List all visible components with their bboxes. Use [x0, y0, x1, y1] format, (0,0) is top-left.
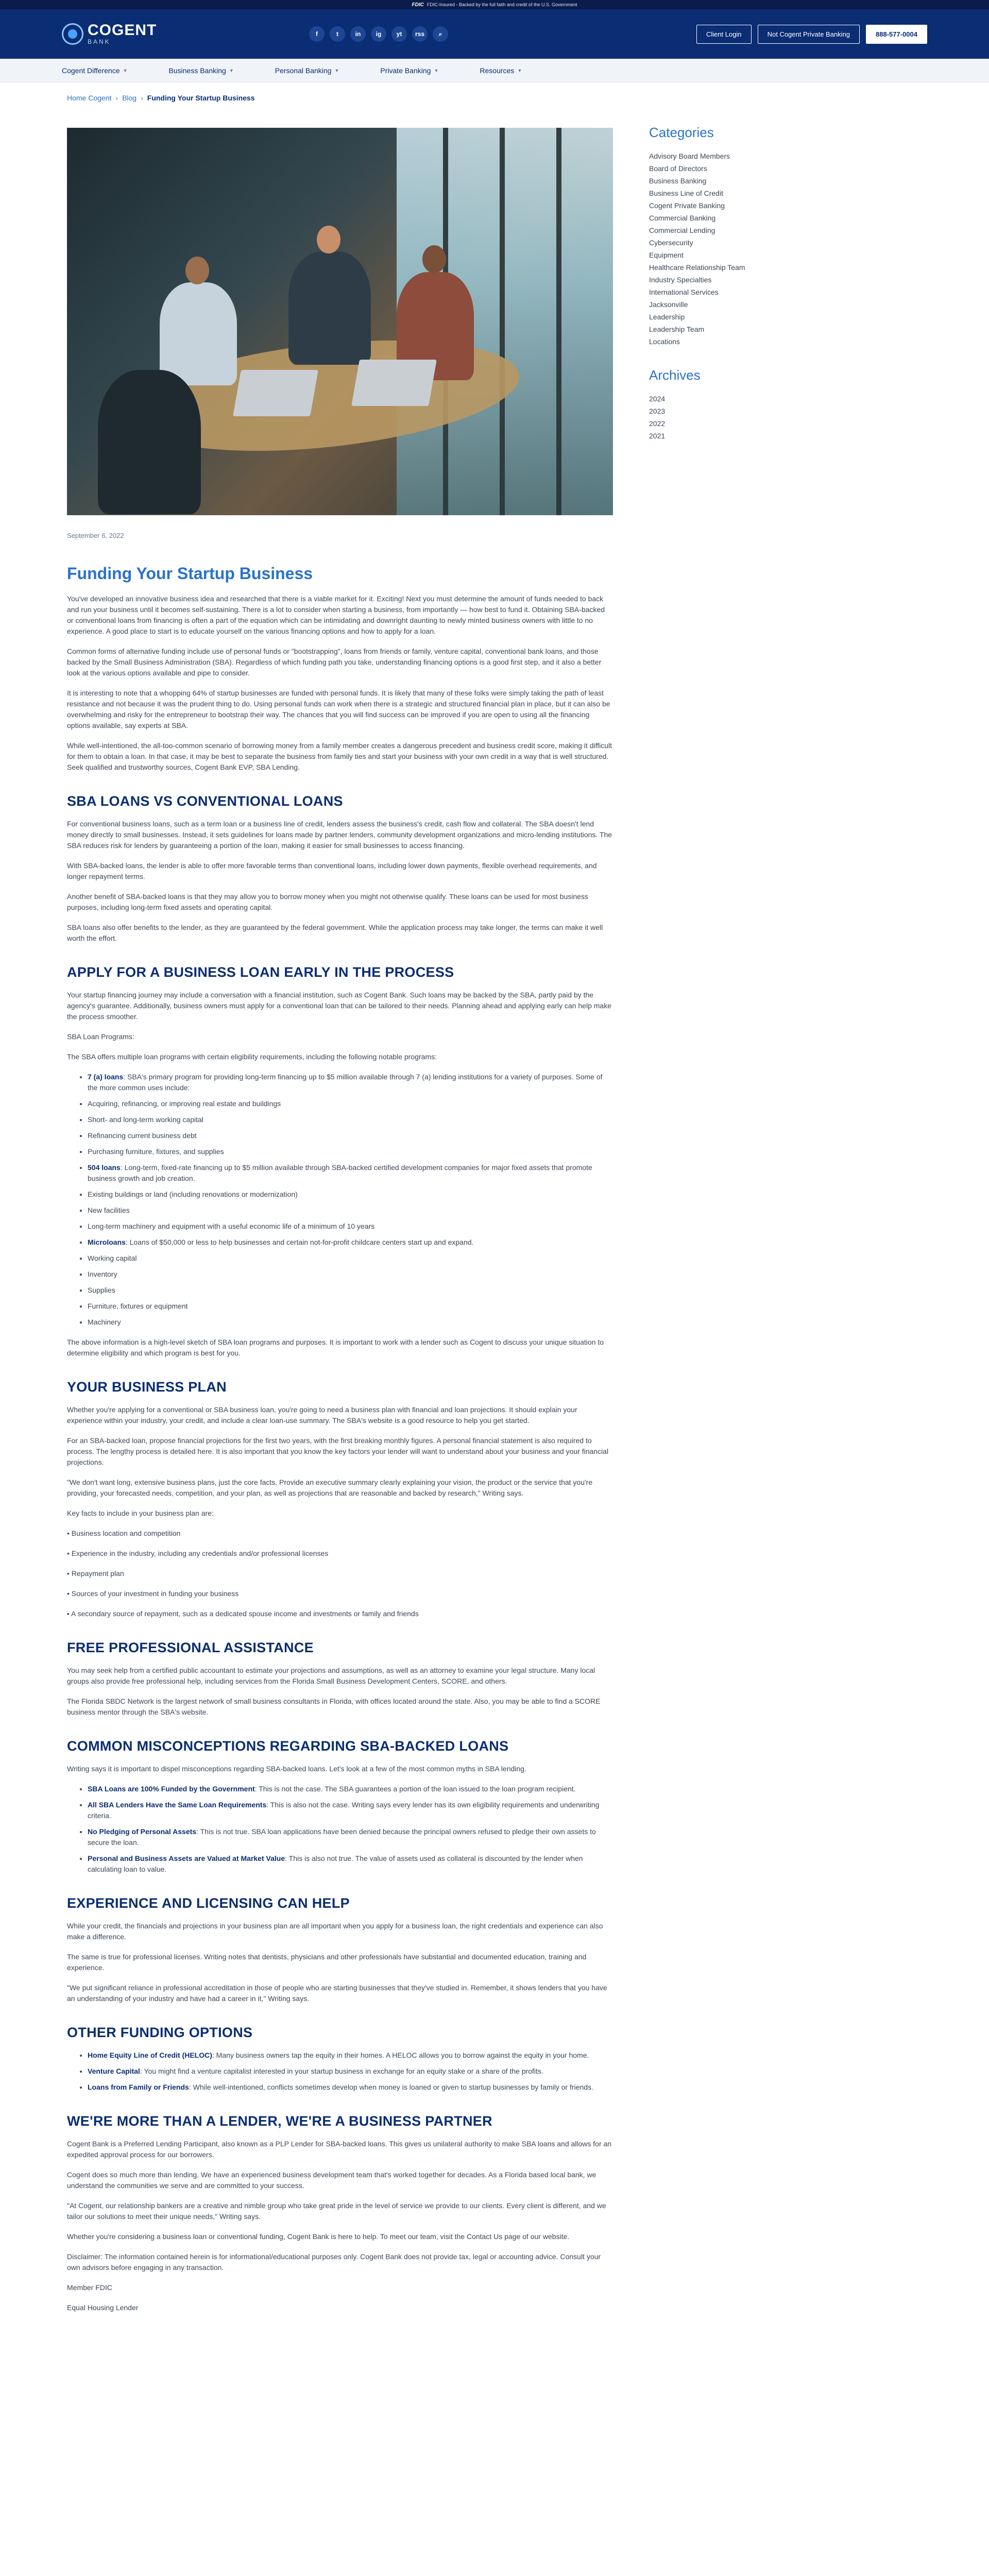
section-paragraph: • Experience in the industry, including any credentials and/or professional licenses	[67, 1549, 329, 1557]
list-item-label: 7 (a) loans	[88, 1073, 124, 1081]
list-item-text: While well-intentioned, conflicts sometimes develop when money is loaned or given to startup businesses by family or friends.	[193, 2083, 593, 2091]
list-item: • SBA Loans are 100% Funded by the Government: This is not the case. The SBA guarantees a portion of the loan issued to the loan program recipient.	[88, 1784, 613, 1794]
fdic-band	[0, 0, 989, 9]
category-link[interactable]: Locations	[649, 337, 680, 346]
list-item-text: Long-term machinery and equipment with a useful economic life of a minimum of 10 years	[88, 1222, 375, 1230]
facebook-icon[interactable]: f	[309, 26, 325, 42]
list-item-label: Loans from Family or Friends	[88, 2083, 189, 2091]
list-item-label: No Pledging of Personal Assets	[88, 1827, 197, 1836]
list-item-text: This is also not true. The value of assets used as collateral is discounted by the lender when calculating loan to value.	[88, 1854, 583, 1873]
section-heading: FREE PROFESSIONAL ASSISTANCE	[67, 1640, 314, 1655]
section-heading: APPLY FOR A BUSINESS LOAN EARLY IN THE PROCESS	[67, 964, 454, 980]
nav-item-label: Private Banking	[380, 66, 431, 75]
categories-title: Categories	[649, 125, 714, 140]
list-item-label: SBA Loans are 100% Funded by the Government	[88, 1785, 255, 1793]
article-section	[67, 1640, 613, 1718]
chevron-down-icon: ▼	[517, 67, 522, 73]
section-paragraph: Member FDIC	[67, 2283, 112, 2292]
article-section	[67, 1895, 613, 2004]
nav-item-label: Resources	[480, 66, 515, 75]
article-section	[67, 964, 613, 1359]
nav-item-label: Cogent Difference	[62, 66, 120, 75]
categories-list	[649, 150, 922, 348]
post-intro	[67, 594, 613, 773]
nav-item-label: Business Banking	[168, 66, 226, 75]
nav-item-label: Personal Banking	[275, 66, 332, 75]
list-item	[88, 1205, 613, 1216]
list-item	[88, 1221, 613, 1232]
list-item-text: Purchasing furniture, fixtures, and supplies	[88, 1147, 224, 1156]
logo-mark-icon	[62, 23, 83, 45]
category-link[interactable]: Business Banking	[649, 177, 707, 185]
nav-item-resources[interactable]	[480, 66, 522, 75]
section-paragraph: SBA loans also offer benefits to the lender, as they are guaranteed by the federal government. While the application process may take longer, the terms can make it well worth the effort.	[67, 923, 603, 942]
list-item-label: 504 loans	[88, 1163, 121, 1172]
section-paragraph: Key facts to include in your business plan are:	[67, 1509, 214, 1517]
logo-line1: COGENT	[88, 22, 157, 39]
list-item-text: New facilities	[88, 1206, 130, 1214]
intro-paragraph: You've developed an innovative business idea and researched that there is a viable market for it. Exciting! Next you must determine the amount of funds needed to back and run your business until it becomes self-sustaining. There is a lot to consider when starting a business, from importantly — how best to fund it. Obtaining SBA-backed or conventional loans from financing is often a part of the equation which can be intimidating and downright daunting to newly minted business owners with little to no experience. A good place to start is to educate yourself on the various financing options and how to apply for a loan.	[67, 595, 605, 635]
section-list	[67, 1784, 613, 1875]
list-item-text: Many business owners tap the equity in their homes. A HELOC allows you to borrow against the equity in your home.	[216, 2051, 589, 2059]
section-paragraph: For conventional business loans, such as a term loan or a business line of credit, lenders assess the business's credit, cash flow and collateral. The SBA doesn't lend money directly to small businesses. Instead, it sets guidelines for loans made by partner lenders, community development organizations and micro-lending institutions. The SBA reduces risk for lenders by guaranteeing a portion of the loan, making it easier for small businesses to access financing.	[67, 820, 612, 850]
breadcrumb-blog[interactable]: Blog	[122, 94, 137, 102]
youtube-icon[interactable]: yt	[391, 26, 407, 42]
breadcrumb-separator: ›	[115, 94, 118, 102]
post-sections	[67, 793, 613, 2313]
list-item-text: This is also not the case. Writing says every lender has its own eligibility requirements and underwriting criteria.	[88, 1801, 600, 1820]
nav-item-business-banking[interactable]	[169, 66, 234, 75]
category-link[interactable]: Business Line of Credit	[649, 189, 723, 197]
fdic-logo: FDIC	[412, 2, 424, 8]
nav-item-personal-banking[interactable]	[275, 66, 339, 75]
archive-link[interactable]: 2022	[649, 419, 666, 428]
list-item-text: This is not the case. The SBA guarantees a portion of the loan issued to the loan program recipient.	[259, 1785, 576, 1793]
list-item-label: Venture Capital	[88, 2067, 140, 2075]
list-item-text: Machinery	[88, 1318, 121, 1326]
list-item-text: You might find a venture capitalist interested in your startup business in exchange for an equity stake or a share of the profits.	[144, 2067, 543, 2075]
section-paragraph: The SBA offers multiple loan programs with certain eligibility requirements, including the following notable programs:	[67, 1053, 437, 1061]
chevron-down-icon: ▼	[334, 67, 339, 73]
section-heading: EXPERIENCE AND LICENSING CAN HELP	[67, 1895, 350, 1911]
list-item	[88, 1301, 613, 1312]
intro-paragraph: While well-intentioned, the all-too-common scenario of borrowing money from a family member creates a dangerous precedent and business credit score, making it difficult for them to obtain a loan. In that case, it may be best to separate the business from family ties and start your business with your own credit in a way that is well structured. Seek qualified and trustworthy sources, Cogent Bank EVP, SBA Lending.	[67, 741, 612, 771]
main-nav	[0, 59, 989, 82]
section-paragraph: • Repayment plan	[67, 1569, 124, 1578]
list-item-text: Working capital	[88, 1254, 137, 1262]
list-item	[88, 1130, 613, 1141]
section-closing: The above information is a high-level sketch of SBA loan programs and purposes. It is important to work with a lender such as Cogent to discuss your unique situation to determine eligibility and which program is best for you.	[67, 1338, 604, 1357]
list-item-text: This is not true. SBA loan applications have been denied because the principal owners refused to pledge their own assets to secure the loan.	[88, 1827, 596, 1846]
category-link[interactable]: Industry Specialties	[649, 276, 712, 284]
section-paragraph: Whether you're considering a business loan or conventional funding, Cogent Bank is here to help. To meet our team, visit the Contact Us page of our website.	[67, 2232, 570, 2241]
list-item: • 504 loans: Long-term, fixed-rate financing up to $5 million available through SBA-backed certified development companies for major fixed assets that promote business growth and job creation.	[88, 1162, 613, 1184]
section-paragraph: For an SBA-backed loan, propose financial projections for the first two years, with the first breaking monthly figures. A personal financial statement is also required to process. The lengthy process is detailed here. It is also important that you know the key factors your lender will want to understand about your business and your financial projections.	[67, 1436, 609, 1466]
post-date: September 6, 2022	[67, 532, 124, 539]
search-icon[interactable]: ⌕	[433, 26, 448, 42]
chevron-down-icon: ▼	[123, 67, 128, 73]
header-social-links	[309, 26, 448, 42]
list-item	[88, 1317, 613, 1328]
section-paragraph: You may seek help from a certified public accountant to estimate your projections and assumptions, as well as an attorney to examine your legal structure. Many local groups also provide free professional help, including services from the Florida Small Business Development Centers, SCORE, and others.	[67, 1666, 595, 1685]
section-paragraph: Writing says it is important to dispel misconceptions regarding SBA-backed loans. Let's look at a few of the most common myths in SBA lending.	[67, 1765, 526, 1773]
category-link[interactable]: Cogent Private Banking	[649, 201, 725, 210]
logo-line2: BANK	[88, 38, 111, 45]
post-title: Funding Your Startup Business	[67, 564, 313, 583]
section-list	[67, 1072, 613, 1328]
intro-paragraph: Common forms of alternative funding include use of personal funds or "bootstrapping", loans from friends or family, venture capital, conventional bank loans, and those backed by the Small Business Administration (SBA). Regardless of which funding path you take, understanding financing options is a good first step, and it also a better look at the various options available and pipe to consider.	[67, 647, 602, 677]
list-item	[88, 1114, 613, 1125]
category-link[interactable]: Jacksonville	[649, 300, 688, 309]
article-section	[67, 2113, 613, 2313]
section-paragraph: • Business location and competition	[67, 1529, 181, 1537]
article-section	[67, 2025, 613, 2093]
list-item-text: Furniture, fixtures or equipment	[88, 1302, 188, 1310]
list-item-label: All SBA Lenders Have the Same Loan Requirements	[88, 1801, 267, 1809]
section-paragraph: Cogent Bank is a Preferred Lending Participant, also known as a PLP Lender for SBA-backed loans. This gives us unilateral authority to make SBA loans and allows for an expedited approval process for our borrowers.	[67, 2140, 612, 2159]
category-link[interactable]: Commercial Banking	[649, 214, 716, 222]
chevron-down-icon: ▼	[434, 67, 439, 73]
section-paragraph: The same is true for professional licenses. Writing notes that dentists, physicians and other professionals have substantial and documented education, training and experience.	[67, 1953, 587, 1972]
category-link[interactable]: Commercial Lending	[649, 226, 715, 234]
list-item: • Personal and Business Assets are Valued at Market Value: This is also not true. The value of assets used as collateral is discounted by the lender when calculating loan to value.	[88, 1853, 613, 1875]
list-item: • Venture Capital: You might find a venture capitalist interested in your startup business in exchange for an equity stake or a share of the profits.	[88, 2066, 613, 2077]
category-link[interactable]: Healthcare Relationship Team	[649, 263, 745, 272]
list-item-text: Supplies	[88, 1286, 115, 1294]
intro-paragraph: It is interesting to note that a whopping 64% of startup businesses are funded with personal funds. It is likely that many of these folks were simply taking the path of least resistance and not because it was the prudent thing to do. Using personal funds can work when there is a strategic and structured financial plan in place, but it can also be overwhelming and risky for the entrepreneur to bootstrap their way. The chances that you will find success can be improved if you are open to using all the financing options available, say experts at SBA.	[67, 689, 610, 730]
section-heading: OTHER FUNDING OPTIONS	[67, 2025, 253, 2040]
list-item-text: Short- and long-term working capital	[88, 1115, 203, 1124]
section-heading: COMMON MISCONCEPTIONS REGARDING SBA-BACKED LOANS	[67, 1738, 509, 1754]
breadcrumb	[67, 94, 613, 102]
category-link[interactable]: Equipment	[649, 251, 684, 259]
category-link[interactable]: Leadership Team	[649, 325, 705, 333]
list-item-text: Inventory	[88, 1270, 117, 1278]
section-paragraph: Another benefit of SBA-backed loans is that they may allow you to borrow money when you might not otherwise qualify. These loans can be used for most business purposes, including long-term fixed assets and operating capital.	[67, 892, 588, 911]
archive-link[interactable]: 2024	[649, 395, 666, 403]
article-section	[67, 1738, 613, 1875]
section-paragraph: "We put significant reliance in professional accreditation in those of people who are starting businesses that they've studied in. Remember, it shows lenders that you have an understanding of your industry and have had a career in it," Writing says.	[67, 1984, 607, 2003]
list-item	[88, 1146, 613, 1157]
archive-link[interactable]: 2021	[649, 432, 666, 440]
list-item: • No Pledging of Personal Assets: This is not true. SBA loan applications have been denied because the principal owners refused to pledge their own assets to secure the loan.	[88, 1826, 613, 1848]
section-heading: WE'RE MORE THAN A LENDER, WE'RE A BUSINESS PARTNER	[67, 2113, 492, 2129]
list-item: • Microloans: Loans of $50,000 or less to help businesses and certain not-for-profit childcare centers start up and expand.	[88, 1237, 613, 1248]
chevron-down-icon: ▼	[229, 67, 234, 73]
category-link[interactable]: Cybersecurity	[649, 239, 693, 247]
section-list	[67, 2050, 613, 2093]
section-paragraph: Cogent does so much more than lending. We have an experienced business development team that's worked together for decades. As a Florida based local bank, we understand the communities we serve and are committed to your success.	[67, 2171, 596, 2190]
site-logo[interactable]	[62, 23, 294, 45]
list-item: • All SBA Lenders Have the Same Loan Requirements: This is also not the case. Writing says every lender has its own eligibility requirements and underwriting criteria.	[88, 1800, 613, 1821]
client-login-button[interactable]: Client Login	[696, 25, 752, 44]
nav-item-cogent-difference[interactable]	[62, 66, 128, 75]
list-item-label: Microloans	[88, 1238, 126, 1246]
list-item-text: Existing buildings or land (including renovations or modernization)	[88, 1190, 298, 1198]
list-item-text: Long-term, fixed-rate financing up to $5 million available through SBA-backed certified development companies for major fixed assets that promote business growth and job creation.	[88, 1163, 592, 1182]
section-paragraph: Your startup financing journey may include a conversation with a financial institution, such as Cogent Bank. Such loans may be backed by the SBA, partly paid by the agency's guarantee. Additionally, business owners must apply for a conventional loan that can be tailored to their needs. Planning ahead and applying early can help make the process smoother.	[67, 991, 611, 1021]
list-item: • Home Equity Line of Credit (HELOC): Many business owners tap the equity in their homes. A HELOC allows you to borrow against the equity in your home.	[88, 2050, 613, 2061]
breadcrumb-separator: ›	[141, 94, 143, 102]
category-link[interactable]: Board of Directors	[649, 164, 707, 173]
linkedin-icon[interactable]: in	[350, 26, 366, 42]
list-item-text: Acquiring, refinancing, or improving real estate and buildings	[88, 1099, 281, 1108]
category-link[interactable]: Advisory Board Members	[649, 152, 730, 160]
section-heading: SBA LOANS VS CONVENTIONAL LOANS	[67, 793, 343, 809]
instagram-icon[interactable]: ig	[371, 26, 386, 42]
list-item-text: Loans of $50,000 or less to help businesses and certain not-for-profit childcare centers start up and expand.	[129, 1238, 474, 1246]
section-paragraph: Equal Housing Lender	[67, 2303, 139, 2312]
article-section	[67, 793, 613, 944]
phone-button[interactable]: 888-577-0004	[866, 25, 927, 44]
list-item-label: Personal and Business Assets are Valued at Market Value	[88, 1854, 285, 1862]
list-item	[88, 1285, 613, 1296]
section-heading: YOUR BUSINESS PLAN	[67, 1379, 227, 1395]
section-paragraph: Disclaimer: The information contained herein is for informational/educational purposes only. Cogent Bank does not provide tax, legal or accounting advice. Consult your own advisors before engaging in any transaction.	[67, 2252, 601, 2272]
list-item	[88, 1098, 613, 1109]
breadcrumb-home[interactable]: Home Cogent	[67, 94, 112, 102]
section-paragraph: With SBA-backed loans, the lender is able to offer more favorable terms than conventional loans, including lower down payments, flexible overhead requirements, and longer repayment terms.	[67, 861, 597, 880]
list-item: • Loans from Family or Friends: While well-intentioned, conflicts sometimes develop when money is loaned or given to startup businesses by family or friends.	[88, 2082, 613, 2093]
private-banking-button[interactable]: Not Cogent Private Banking	[758, 25, 860, 44]
section-paragraph: Whether you're applying for a conventional or SBA business loan, you're going to need a business plan with financial and loan projections. It should explain your experience within your industry, your credit, and include a clear loan-use summary. The SBA's website is a good resource to help you get started.	[67, 1405, 577, 1425]
post-hero-image	[67, 128, 613, 515]
section-paragraph: While your credit, the financials and projections in your business plan are all important when you apply for a business loan, the right credentials and experience can also make a difference.	[67, 1922, 603, 1941]
section-paragraph: • Sources of your investment in funding your business	[67, 1589, 239, 1598]
list-item	[88, 1189, 613, 1200]
section-paragraph: "At Cogent, our relationship bankers are a creative and nimble group who take great pride in the level of service we provide to our clients. Every client is different, and we tailor our solutions to meet their unique needs," Writing says.	[67, 2201, 606, 2221]
breadcrumb-current: Funding Your Startup Business	[147, 94, 255, 102]
list-item: • 7 (a) loans: SBA's primary program for providing long-term financing up to $5 million available through 7 (a) lending institutions for a variety of purposes. Some of the more common uses include:	[88, 1072, 613, 1093]
article-section	[67, 1379, 613, 1619]
list-item	[88, 1269, 613, 1280]
archive-link[interactable]: 2023	[649, 407, 666, 415]
site-header	[0, 9, 989, 59]
archives-title: Archives	[649, 367, 701, 383]
twitter-icon[interactable]: t	[330, 26, 345, 42]
list-item-label: Home Equity Line of Credit (HELOC)	[88, 2051, 212, 2059]
category-link[interactable]: International Services	[649, 288, 719, 296]
section-paragraph: • A secondary source of repayment, such as a dedicated spouse income and investments or family and friends	[67, 1609, 419, 1618]
category-link[interactable]: Leadership	[649, 313, 685, 321]
list-item-text: SBA's primary program for providing long-term financing up to $5 million available through 7 (a) lending institutions for a variety of purposes. Some of the more common uses include:	[88, 1073, 603, 1092]
section-paragraph: SBA Loan Programs:	[67, 1032, 134, 1041]
fdic-text: FDIC-Insured - Backed by the full faith and credit of the U.S. Government	[427, 2, 577, 7]
section-paragraph: The Florida SBDC Network is the largest network of small business consultants in Florida, with offices located around the state. Also, you may be able to find a SCORE business mentor through the SBA's website.	[67, 1697, 601, 1716]
list-item	[88, 1253, 613, 1264]
sidebar	[649, 94, 922, 2323]
nav-item-private-banking[interactable]	[380, 66, 438, 75]
post-main	[67, 94, 613, 2323]
archives-list	[649, 393, 922, 442]
rss-icon[interactable]: rss	[412, 26, 428, 42]
list-item-text: Refinancing current business debt	[88, 1131, 197, 1140]
section-paragraph: "We don't want long, extensive business plans, just the core facts. Provide an executive summary clearly explaining your vision, the product or the service that you're providing, your forecasted needs, competition, and your plan, as well as projections that are reasonable and backed by research," Writing says.	[67, 1478, 593, 1497]
